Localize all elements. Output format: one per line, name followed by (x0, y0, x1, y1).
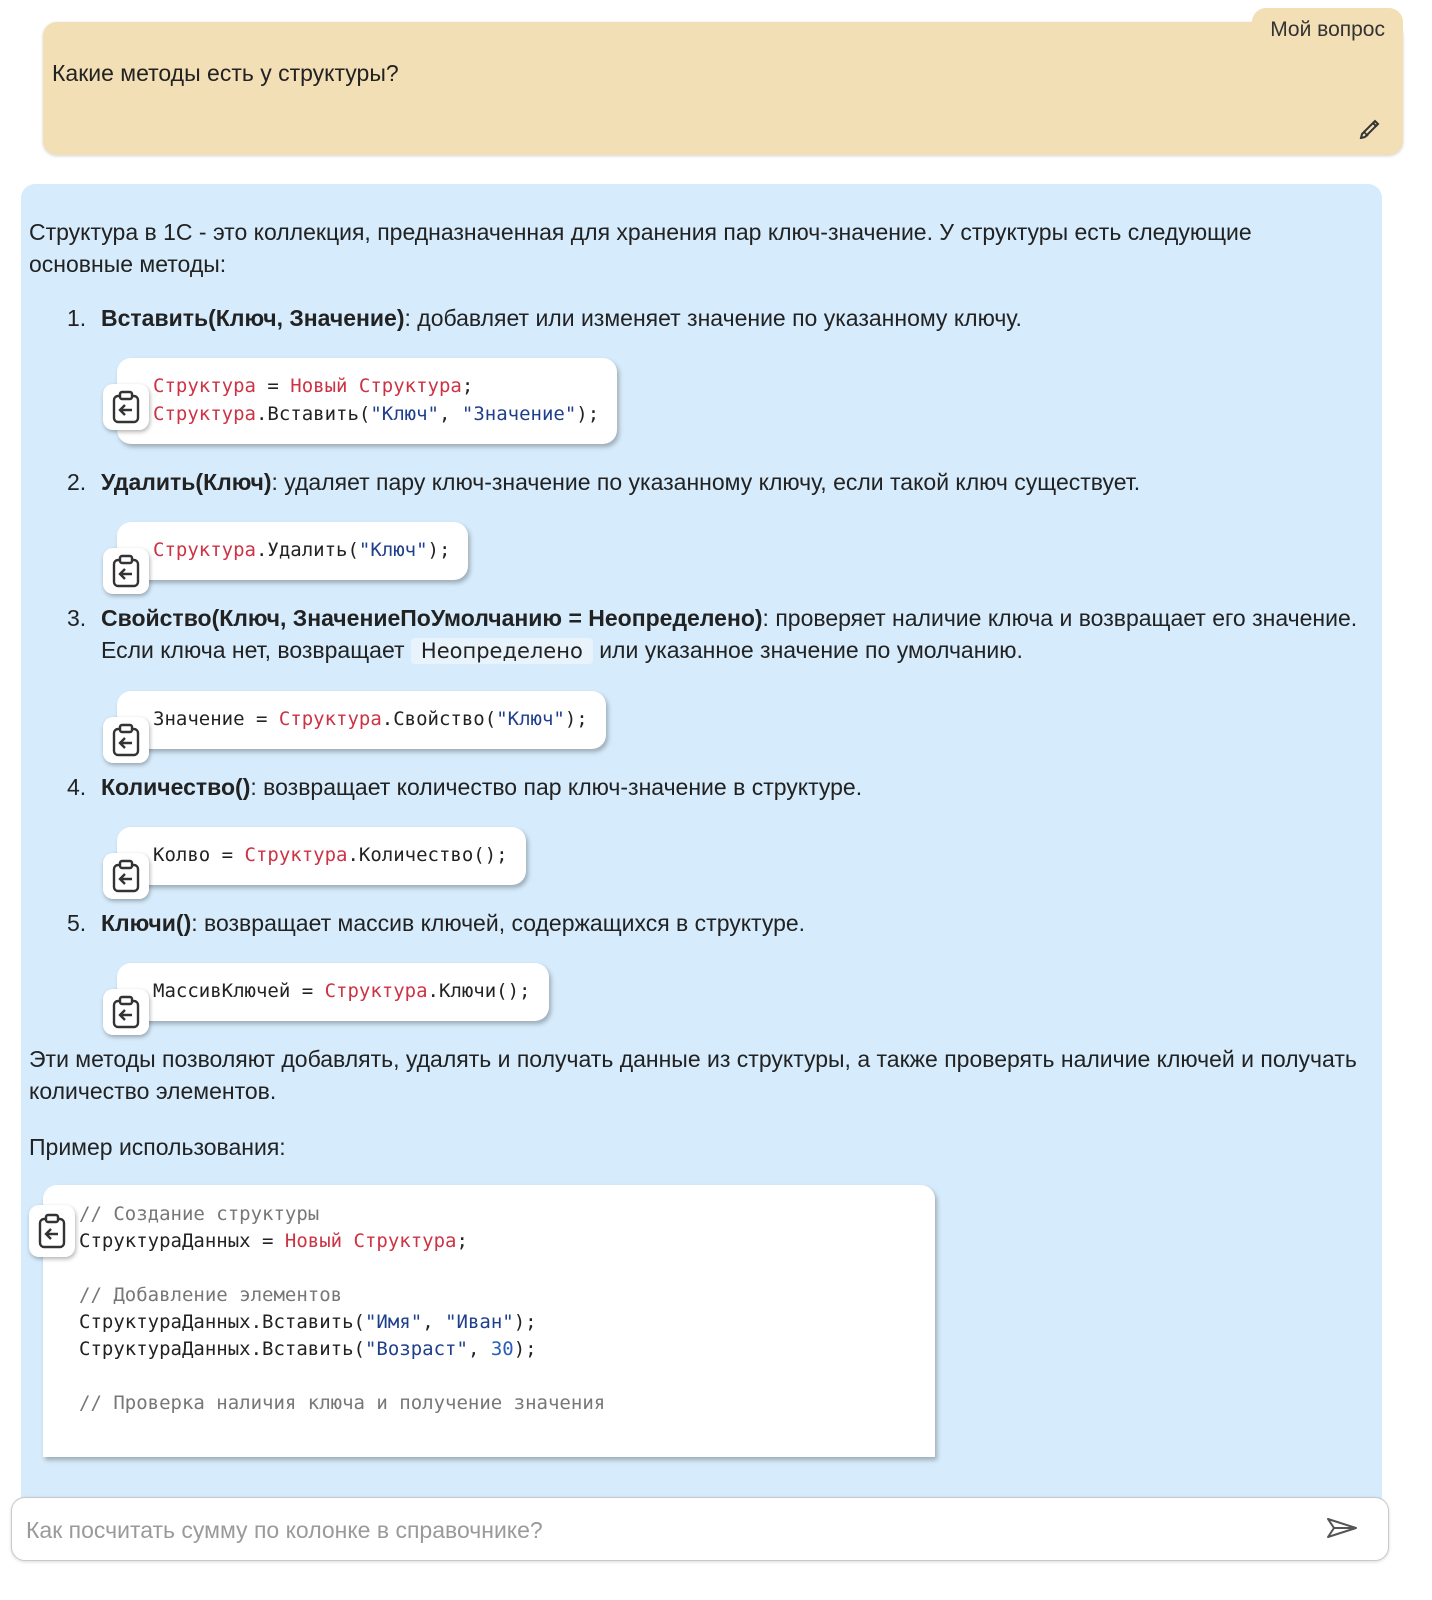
message-input[interactable] (26, 1510, 1306, 1550)
pencil-icon[interactable] (1359, 117, 1381, 139)
method-number: 2. (67, 469, 87, 495)
code-token: ); (576, 403, 600, 425)
code-token: "Возраст" (364, 1338, 468, 1360)
method-desc: : добавляет или изменяет значение по указанному ключу. (404, 305, 1022, 331)
clipboard-copy-icon[interactable] (103, 853, 149, 899)
code-token: "Имя" (364, 1311, 423, 1333)
clipboard-copy-icon[interactable] (103, 717, 149, 763)
code-token: МассивКлючей = (153, 980, 325, 1002)
method-name: Удалить(Ключ) (101, 469, 272, 495)
inline-code: Неопределено (411, 638, 593, 664)
code-block (117, 963, 549, 1021)
answer-bubble (21, 184, 1382, 1504)
method-name: Свойство(Ключ, ЗначениеПоУмолчанию = Неопределено) (101, 605, 763, 631)
code-token: = (255, 375, 291, 397)
method-desc: : возвращает количество пар ключ-значение в структуре. (250, 774, 863, 800)
code-token: Структура (153, 403, 256, 425)
method-item (29, 602, 1359, 667)
question-text: Какие методы есть у структуры? (52, 60, 399, 86)
code-token: ; (456, 1230, 468, 1252)
code-token: .Ключи(); (427, 980, 531, 1002)
code-comment: // Создание структуры (79, 1203, 320, 1225)
code-token: Структура (324, 980, 428, 1002)
code-block (117, 691, 606, 749)
method-desc: : удаляет пару ключ-значение по указанному ключу, если такой ключ существует. (271, 469, 1141, 495)
code-token: .Количество(); (347, 844, 508, 866)
clipboard-copy-icon[interactable] (103, 548, 149, 594)
code-token: , (467, 1338, 491, 1360)
code-token: ); (427, 539, 451, 561)
code-token: , (438, 403, 462, 425)
code-comment: // Добавление элементов (79, 1284, 343, 1306)
code-block (117, 522, 468, 580)
code-block (117, 827, 526, 885)
code-token: ); (564, 708, 588, 730)
send-arrow-icon (1326, 1516, 1358, 1540)
method-name: Ключи() (101, 910, 192, 936)
code-token: СтруктураДанных.Вставить( (79, 1311, 365, 1333)
code-token: СтруктураДанных.Вставить( (79, 1338, 365, 1360)
code-token: Структура (278, 708, 382, 730)
code-token: Значение = (153, 708, 279, 730)
code-token: Структура (153, 539, 256, 561)
code-token: "Ключ" (370, 403, 439, 425)
example-code-block (43, 1185, 935, 1457)
code-token: Новый Структура (290, 375, 462, 397)
method-item (29, 907, 1359, 939)
code-token: Колво = (153, 844, 245, 866)
clipboard-copy-icon[interactable] (103, 989, 149, 1035)
code-token: .Свойство( (381, 708, 497, 730)
method-number: 4. (67, 774, 87, 800)
method-number: 5. (67, 910, 87, 936)
code-token: "Ключ" (358, 539, 428, 561)
clipboard-copy-icon[interactable] (29, 1205, 75, 1257)
code-token: "Иван" (445, 1311, 514, 1333)
method-number: 1. (67, 305, 87, 331)
code-token: "Значение" (461, 403, 577, 425)
method-item (29, 466, 1359, 498)
method-item (29, 771, 1359, 803)
answer-outro: Эти методы позволяют добавлять, удалять и получать данные из структуры, а также проверять наличие ключей и получать количество элементов. (29, 1046, 1357, 1104)
question-bubble (43, 18, 1403, 155)
question-tag: Мой вопрос (1252, 8, 1403, 52)
code-token: , (422, 1311, 446, 1333)
code-token: Структура (153, 375, 256, 397)
method-desc: : возвращает массив ключей, содержащихся в структуре. (191, 910, 806, 936)
method-name: Вставить(Ключ, Значение) (101, 305, 405, 331)
code-token: Структура (244, 844, 348, 866)
method-desc: : проверяет наличие ключа и возвращает его значение. Если ключа нет, возвращает (101, 605, 1358, 663)
method-name: Количество() (101, 774, 251, 800)
code-token: "Ключ" (496, 708, 565, 730)
code-comment: // Проверка наличия ключа и получение значения (79, 1392, 606, 1414)
method-item (29, 302, 1359, 334)
code-token: .Вставить( (255, 403, 371, 425)
send-button[interactable] (1324, 1512, 1360, 1544)
clipboard-copy-icon[interactable] (103, 384, 149, 430)
code-token: ); (513, 1311, 537, 1333)
code-token: ); (513, 1338, 537, 1360)
code-block (117, 358, 617, 444)
answer-intro: Структура в 1С - это коллекция, предназначенная для хранения пар ключ-значение. У структуры есть следующие основные методы: (29, 219, 1252, 277)
code-token: Новый Структура (284, 1230, 457, 1252)
message-input-bar (11, 1497, 1389, 1561)
method-desc: или указанное значение по умолчанию. (592, 637, 1023, 663)
code-token: ; (461, 375, 474, 397)
code-token: СтруктураДанных = (79, 1230, 285, 1252)
code-token: 30 (490, 1338, 514, 1360)
method-number: 3. (67, 605, 87, 631)
example-label: Пример использования: (29, 1134, 286, 1160)
answer-content (29, 216, 1359, 1457)
code-token: .Удалить( (255, 539, 359, 561)
